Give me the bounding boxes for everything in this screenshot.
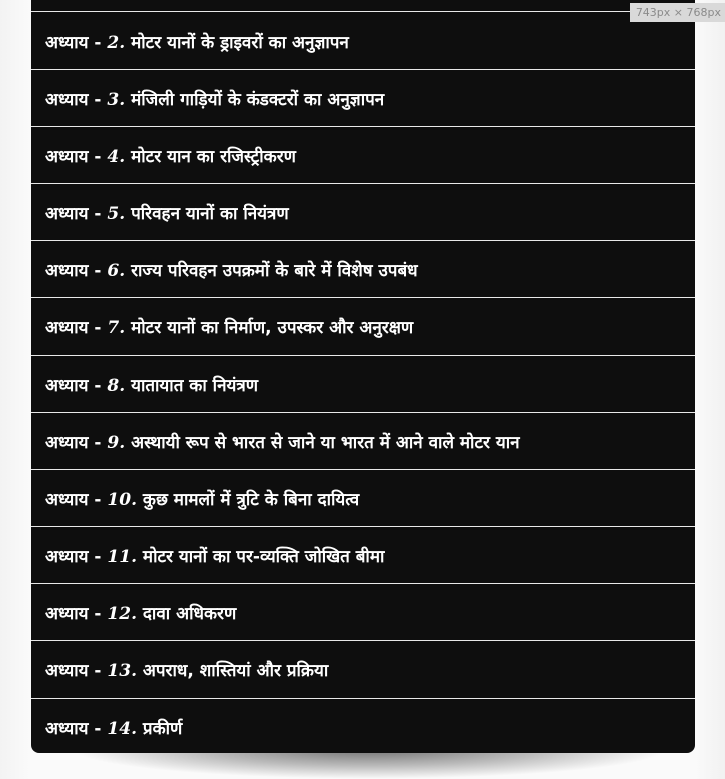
chapter-label xyxy=(45,144,296,167)
chapter-prefix: अध्याय - xyxy=(45,489,108,510)
chapter-link-7[interactable] xyxy=(31,298,695,354)
chapter-label xyxy=(45,544,384,567)
dimension-tooltip: 743px × 768px xyxy=(630,3,725,22)
chapter-label xyxy=(45,30,349,53)
chapter-prefix: अध्याय - xyxy=(45,32,108,53)
chapter-number: 9. xyxy=(107,432,126,453)
chapter-label xyxy=(45,601,236,624)
chapter-prefix: अध्याय - xyxy=(45,603,108,624)
chapter-title: मोटर यानों के ड्राइवरों का अनुज्ञापन xyxy=(131,32,349,53)
chapter-number: 5. xyxy=(107,203,126,224)
chapter-title: अस्थायी रूप से भारत से जाने या भारत में आने वाले मोटर यान xyxy=(131,432,520,453)
chapter-link-5[interactable] xyxy=(31,184,695,240)
chapter-prefix: अध्याय - xyxy=(45,432,108,453)
chapter-prefix: अध्याय - xyxy=(45,89,108,110)
chapter-title: कुछ मामलों में त्रुटि के बिना दायित्व xyxy=(142,489,360,510)
chapter-title: मोटर यानों का निर्माण, उपस्कर और अनुरक्षण xyxy=(131,317,414,338)
chapter-title: यातायात का नियंत्रण xyxy=(131,375,259,396)
chapter-link-8[interactable] xyxy=(31,356,695,412)
chapter-label xyxy=(45,373,258,396)
chapter-number: 6. xyxy=(107,260,126,281)
chapter-link-4[interactable] xyxy=(31,127,695,183)
divider xyxy=(31,11,695,12)
chapter-title: अपराध, शास्तियां और प्रक्रिया xyxy=(142,660,329,681)
chapter-list xyxy=(31,0,695,753)
chapter-link-14[interactable] xyxy=(31,699,695,755)
chapter-title: परिवहन यानों का नियंत्रण xyxy=(131,203,289,224)
chapter-prefix: अध्याय - xyxy=(45,718,108,739)
chapter-title: दावा अधिकरण xyxy=(142,603,237,624)
chapter-link-13[interactable] xyxy=(31,641,695,697)
chapter-link-10[interactable] xyxy=(31,470,695,526)
chapter-number: 2. xyxy=(107,32,126,53)
chapter-number: 4. xyxy=(107,146,126,167)
chapter-title: प्रकीर्ण xyxy=(142,718,183,739)
chapter-label xyxy=(45,258,418,281)
chapter-number: 11. xyxy=(107,546,137,567)
chapter-link-12[interactable] xyxy=(31,584,695,640)
chapter-label xyxy=(45,87,384,110)
chapter-prefix: अध्याय - xyxy=(45,317,108,338)
chapter-number: 12. xyxy=(107,603,137,624)
chapter-title: मंजिली गाड़ियों के कंडक्टरों का अनुज्ञापन xyxy=(131,89,385,110)
chapter-number: 3. xyxy=(107,89,126,110)
chapter-prefix: अध्याय - xyxy=(45,546,108,567)
chapter-link-6[interactable] xyxy=(31,241,695,297)
chapter-link-3[interactable] xyxy=(31,70,695,126)
chapter-number: 10. xyxy=(107,489,137,510)
chapter-label xyxy=(45,315,413,338)
chapter-label xyxy=(45,658,328,681)
chapter-label xyxy=(45,201,289,224)
chapter-link-9[interactable] xyxy=(31,413,695,469)
chapter-link-11[interactable] xyxy=(31,527,695,583)
chapter-label xyxy=(45,487,359,510)
chapter-number: 7. xyxy=(107,317,126,338)
chapter-title: राज्य परिवहन उपक्रमों के बारे में विशेष उपबंध xyxy=(131,260,418,281)
chapter-prefix: अध्याय - xyxy=(45,203,108,224)
chapter-number: 8. xyxy=(107,375,126,396)
chapter-link-2[interactable] xyxy=(31,13,695,69)
chapter-label xyxy=(45,430,520,453)
chapter-prefix: अध्याय - xyxy=(45,375,108,396)
chapter-number: 14. xyxy=(107,718,137,739)
chapter-prefix: अध्याय - xyxy=(45,260,108,281)
chapter-title: मोटर यान का रजिस्ट्रीकरण xyxy=(131,146,296,167)
chapter-label xyxy=(45,716,182,739)
chapter-prefix: अध्याय - xyxy=(45,146,108,167)
chapter-number: 13. xyxy=(107,660,137,681)
chapter-prefix: अध्याय - xyxy=(45,660,108,681)
chapter-title: मोटर यानों का पर-व्यक्ति जोखित बीमा xyxy=(142,546,385,567)
chapter-link-1[interactable] xyxy=(31,0,695,11)
